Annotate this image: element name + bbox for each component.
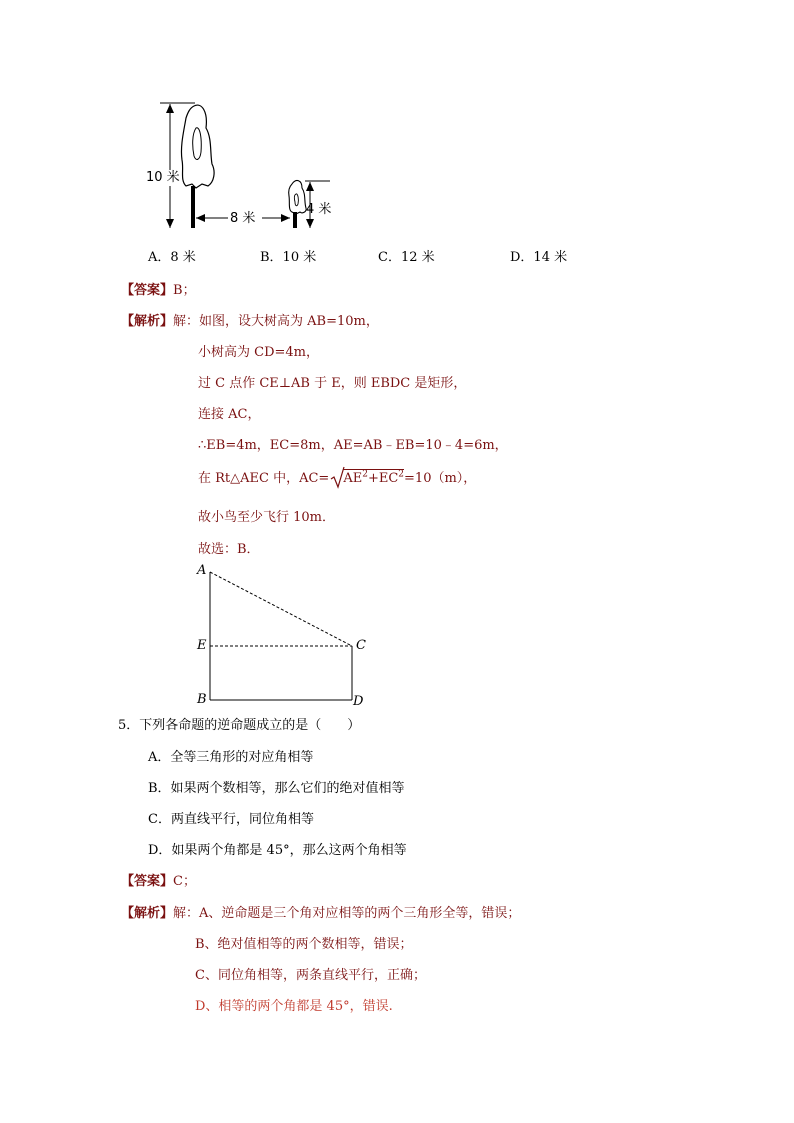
answer-tag: 【答案】: [121, 283, 174, 298]
analysis-text: 解：如图，设大树高为 AB=10m，: [173, 314, 379, 329]
analysis-text: 解：A、逆命题是三个角对应相等的两个三角形全等，错误；: [173, 906, 521, 921]
point-a-label: A: [197, 563, 207, 578]
q5-option-a: A．全等三角形的对应角相等: [148, 750, 314, 765]
q4-analysis-line-8: 故选：B．: [198, 542, 260, 557]
q4-option-c: C．12 米: [378, 250, 435, 265]
q4-analysis-line-5: ∴EB=4m，EC=8m，AE=AB﹣EB=10﹣4=6m，: [198, 438, 508, 453]
sqrt-result: =10（m），: [404, 471, 477, 486]
q4-analysis-line-7: 故小鸟至少飞行 10m．: [198, 510, 336, 525]
point-b-label: B: [197, 692, 207, 707]
sqrt-sign-icon: [331, 467, 345, 489]
big-tree-height-label: 10 米: [146, 170, 180, 185]
point-e-label: E: [197, 638, 207, 653]
q5-analysis-line-3: C、同位角相等，两条直线平行，正确；: [195, 968, 426, 983]
q5-option-c: C．两直线平行，同位角相等: [148, 812, 314, 827]
q4-option-a: A．8 米: [148, 250, 196, 265]
rt-triangle-text: 在 Rt△AEC 中，AC=: [198, 471, 330, 486]
q5-analysis-line-2: B、绝对值相等的两个数相等，错误；: [195, 937, 413, 952]
answer-value: B；: [173, 283, 196, 298]
sqrt-expression: $AE^2+EC^2$: [331, 471, 404, 487]
big-tree-icon: [181, 105, 214, 188]
point-d-label: D: [353, 694, 364, 709]
q4-answer: [121, 283, 196, 299]
q4-analysis-line-1: [121, 314, 379, 330]
q5-stem: 5．下列各命题的逆命题成立的是（ ）: [118, 718, 361, 733]
answer-value: C；: [173, 874, 196, 889]
q4-option-d: D．14 米: [510, 250, 568, 265]
analysis-tag: 【解析】: [121, 314, 174, 329]
q4-analysis-line-6: [198, 471, 476, 487]
q4-analysis-line-3: 过 C 点作 CE⊥AB 于 E，则 EBDC 是矩形，: [198, 376, 467, 391]
small-tree-height-label: 4 米: [306, 202, 332, 217]
answer-tag: 【答案】: [121, 874, 174, 889]
rect-figure: [200, 568, 370, 708]
distance-label: 8 米: [230, 211, 256, 226]
q5-option-d: D．如果两个角都是 45°，那么这两个角相等: [148, 843, 407, 858]
q5-answer: [121, 874, 196, 890]
q4-analysis-line-2: 小树高为 CD=4m，: [198, 345, 319, 360]
small-tree-icon: [289, 181, 306, 214]
q5-option-b: B．如果两个数相等，那么它们的绝对值相等: [148, 781, 405, 796]
analysis-tag: 【解析】: [121, 906, 174, 921]
q5-analysis-line-4: D、相等的两个角都是 45°，错误.: [195, 999, 393, 1014]
point-c-label: C: [356, 638, 366, 653]
q4-analysis-line-4: 连接 AC，: [198, 407, 261, 422]
q4-option-b: B．10 米: [260, 250, 317, 265]
q5-analysis-line-1: [121, 906, 520, 922]
